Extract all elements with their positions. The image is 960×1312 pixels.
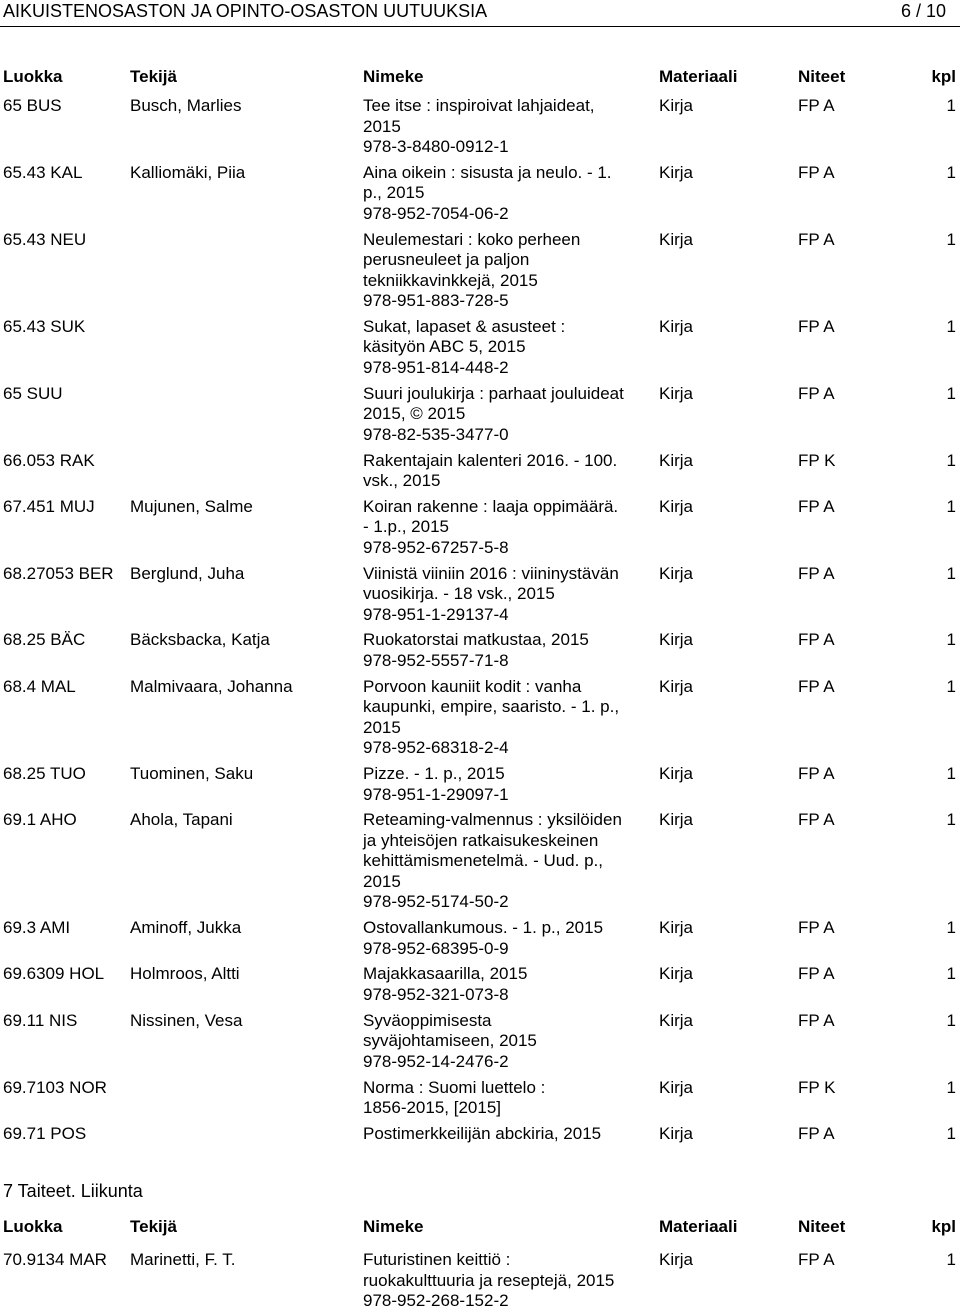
row-class: 65.43 NEU bbox=[3, 229, 87, 249]
row-class: 69.6309 HOL bbox=[3, 964, 105, 984]
row-title-line: Aina oikein : sisusta ja neulo. - 1. bbox=[363, 162, 612, 182]
row-count: 1 bbox=[946, 383, 956, 403]
row-count: 1 bbox=[946, 630, 956, 650]
row-title-line: syväjohtamiseen, 2015 bbox=[363, 1031, 537, 1051]
page-number: 6 / 10 bbox=[900, 1, 946, 21]
row-title-line: 978-82-535-3477-0 bbox=[363, 424, 509, 444]
row-title-line: 978-952-7054-06-2 bbox=[363, 203, 509, 223]
row-title bbox=[363, 564, 648, 626]
row-note: FP A bbox=[798, 1250, 835, 1269]
row-author: Nissinen, Vesa bbox=[130, 1010, 243, 1030]
row-title-line: Syväoppimisesta bbox=[363, 1010, 492, 1030]
row-title-line: 978-952-268-152-2 bbox=[363, 1291, 509, 1310]
row-note: FP A bbox=[798, 563, 835, 583]
section-title: 7 Taiteet. Liikunta bbox=[3, 1181, 143, 1201]
row-title bbox=[363, 810, 648, 913]
row-title bbox=[363, 1124, 648, 1145]
row-note: FP K bbox=[798, 450, 836, 470]
row-note: FP A bbox=[798, 229, 835, 249]
row-title-line: 978-952-5557-71-8 bbox=[363, 650, 509, 670]
row-title bbox=[363, 964, 648, 1005]
row-title-line: 2015 bbox=[363, 717, 401, 737]
row-title-line: 978-3-8480-0912-1 bbox=[363, 137, 509, 156]
row-title-line: ruokakulttuuria ja reseptejä, 2015 bbox=[363, 1270, 615, 1290]
row-note: FP A bbox=[798, 964, 835, 984]
row-author: Ahola, Tapani bbox=[130, 810, 233, 830]
row-title-line: 2015 bbox=[363, 871, 401, 891]
row-title-line: tekniikkavinkkejä, 2015 bbox=[363, 270, 538, 290]
row-count: 1 bbox=[946, 496, 956, 516]
row-author: Mujunen, Salme bbox=[130, 496, 253, 516]
col-header-author: Tekijä bbox=[130, 67, 177, 86]
row-title-line: 978-952-67257-5-8 bbox=[363, 537, 509, 557]
row-author: Marinetti, F. T. bbox=[130, 1250, 236, 1269]
row-title-line: 978-951-883-728-5 bbox=[363, 291, 509, 311]
row-title-line: Ruokatorstai matkustaa, 2015 bbox=[363, 630, 589, 650]
page-header bbox=[0, 0, 960, 27]
row-author: Bäcksbacka, Katja bbox=[130, 630, 270, 650]
row-title-line: 978-952-14-2476-2 bbox=[363, 1051, 509, 1071]
row-title-line: Reteaming-valmennus : yksilöiden bbox=[363, 810, 622, 830]
col-header-title: Nimeke bbox=[363, 1217, 424, 1236]
row-title bbox=[363, 497, 648, 559]
row-title-line: Pizze. - 1. p., 2015 bbox=[363, 764, 505, 783]
row-class: 68.25 TUO bbox=[3, 764, 86, 783]
row-title bbox=[363, 317, 648, 379]
row-author: Holmroos, Altti bbox=[130, 964, 240, 984]
row-material: Kirja bbox=[659, 964, 694, 984]
row-title-line: Sukat, lapaset & asusteet : bbox=[363, 316, 566, 336]
row-class: 66.053 RAK bbox=[3, 450, 95, 470]
row-material: Kirja bbox=[659, 1123, 694, 1143]
row-title-line: Ostovallankumous. - 1. p., 2015 bbox=[363, 918, 604, 938]
col-header-class: Luokka bbox=[3, 67, 63, 86]
row-class: 69.71 POS bbox=[3, 1123, 87, 1143]
col-header-count: kpl bbox=[931, 67, 956, 86]
row-material: Kirja bbox=[659, 229, 694, 249]
col-header-material: Materiaali bbox=[659, 67, 738, 86]
row-class: 68.25 BÄC bbox=[3, 630, 86, 650]
row-note: FP A bbox=[798, 764, 835, 783]
row-note: FP A bbox=[798, 316, 835, 336]
row-count: 1 bbox=[946, 450, 956, 470]
row-count: 1 bbox=[946, 96, 956, 115]
row-note: FP A bbox=[798, 496, 835, 516]
row-material: Kirja bbox=[659, 1077, 694, 1097]
row-title bbox=[363, 764, 648, 805]
row-material: Kirja bbox=[659, 563, 694, 583]
row-title-line: vsk., 2015 bbox=[363, 471, 441, 490]
row-author: Tuominen, Saku bbox=[130, 764, 254, 783]
row-title-line: p., 2015 bbox=[363, 183, 425, 203]
row-title-line: kaupunki, empire, saaristo. - 1. p., bbox=[363, 697, 620, 717]
row-title-line: Suuri joulukirja : parhaat jouluideat bbox=[363, 383, 624, 403]
col-header-class: Luokka bbox=[3, 1217, 63, 1236]
row-note: FP A bbox=[798, 810, 835, 830]
row-title-line: Koiran rakenne : laaja oppimäärä. bbox=[363, 496, 619, 516]
row-author: Kalliomäki, Piia bbox=[130, 162, 246, 182]
row-title-line: 978-951-1-29137-4 bbox=[363, 604, 509, 624]
row-title bbox=[363, 1011, 648, 1073]
row-title-line: ja yhteisöjen ratkaisukeskeinen bbox=[363, 830, 599, 850]
row-class: 65.43 KAL bbox=[3, 162, 83, 182]
column-header-row bbox=[0, 67, 960, 89]
row-author: Berglund, Juha bbox=[130, 563, 245, 583]
row-count: 1 bbox=[946, 810, 956, 830]
row-note: FP A bbox=[798, 96, 835, 115]
row-title-line: perusneuleet ja paljon bbox=[363, 250, 530, 270]
row-title-line: 2015 bbox=[363, 116, 401, 136]
row-count: 1 bbox=[946, 1250, 956, 1269]
row-class: 69.7103 NOR bbox=[3, 1077, 107, 1097]
row-title-line: Rakentajain kalenteri 2016. - 100. bbox=[363, 450, 618, 470]
row-title-line: käsityön ABC 5, 2015 bbox=[363, 337, 526, 357]
row-title bbox=[363, 1078, 648, 1119]
row-author: Busch, Marlies bbox=[130, 96, 242, 115]
row-title bbox=[363, 230, 648, 312]
row-class: 69.1 AHO bbox=[3, 810, 77, 830]
row-title-line: vuosikirja. - 18 vsk., 2015 bbox=[363, 584, 555, 604]
col-header-material: Materiaali bbox=[659, 1217, 738, 1236]
row-count: 1 bbox=[946, 676, 956, 696]
col-header-title: Nimeke bbox=[363, 67, 424, 86]
row-class: 65 BUS bbox=[3, 96, 62, 115]
row-title-line: Viinistä viiniin 2016 : viininystävän bbox=[363, 563, 619, 583]
row-author: Malmivaara, Johanna bbox=[130, 676, 293, 696]
row-title bbox=[363, 918, 648, 959]
row-note: FP A bbox=[798, 1123, 835, 1143]
row-count: 1 bbox=[946, 764, 956, 783]
row-title-line: Porvoon kauniit kodit : vanha bbox=[363, 676, 582, 696]
column-header-row-2 bbox=[0, 1217, 960, 1239]
row-count: 1 bbox=[946, 964, 956, 984]
row-material: Kirja bbox=[659, 316, 694, 336]
row-material: Kirja bbox=[659, 383, 694, 403]
row-class: 69.3 AMI bbox=[3, 918, 71, 938]
row-material: Kirja bbox=[659, 1010, 694, 1030]
row-title-line: Postimerkkeilijän abckiria, 2015 bbox=[363, 1123, 602, 1143]
row-class: 70.9134 MAR bbox=[3, 1250, 107, 1269]
col-header-count: kpl bbox=[931, 1217, 956, 1236]
row-title-line: Neulemestari : koko perheen bbox=[363, 229, 581, 249]
row-count: 1 bbox=[946, 1010, 956, 1030]
row-count: 1 bbox=[946, 918, 956, 938]
row-material: Kirja bbox=[659, 918, 694, 938]
row-count: 1 bbox=[946, 1123, 956, 1143]
row-title-line: 978-952-68318-2-4 bbox=[363, 738, 509, 758]
row-title-line: Majakkasaarilla, 2015 bbox=[363, 964, 528, 984]
row-material: Kirja bbox=[659, 630, 694, 650]
row-note: FP A bbox=[798, 676, 835, 696]
row-title bbox=[363, 96, 648, 158]
row-title-line: Futuristinen keittiö : bbox=[363, 1250, 511, 1269]
row-author: Aminoff, Jukka bbox=[130, 918, 242, 938]
row-count: 1 bbox=[946, 162, 956, 182]
row-material: Kirja bbox=[659, 96, 694, 115]
row-title bbox=[363, 384, 648, 446]
page-title: AIKUISTENOSASTON JA OPINTO-OSASTON UUTUUKSIA bbox=[3, 1, 488, 21]
row-title bbox=[363, 1250, 648, 1312]
row-title-line: 978-952-68395-0-9 bbox=[363, 938, 509, 958]
row-material: Kirja bbox=[659, 496, 694, 516]
row-title-line: 978-952-321-073-8 bbox=[363, 984, 509, 1004]
row-note: FP A bbox=[798, 1010, 835, 1030]
row-title-line: 978-951-1-29097-1 bbox=[363, 784, 509, 804]
row-title-line: 978-951-814-448-2 bbox=[363, 357, 509, 377]
row-material: Kirja bbox=[659, 764, 694, 783]
row-material: Kirja bbox=[659, 676, 694, 696]
row-title bbox=[363, 163, 648, 225]
row-material: Kirja bbox=[659, 810, 694, 830]
row-note: FP A bbox=[798, 918, 835, 938]
row-class: 65.43 SUK bbox=[3, 316, 86, 336]
row-note: FP K bbox=[798, 1077, 836, 1097]
col-header-note: Niteet bbox=[798, 67, 846, 86]
row-class: 69.11 NIS bbox=[3, 1010, 78, 1030]
row-title bbox=[363, 677, 648, 759]
row-title bbox=[363, 451, 648, 492]
row-count: 1 bbox=[946, 316, 956, 336]
row-material: Kirja bbox=[659, 162, 694, 182]
row-class: 68.27053 BER bbox=[3, 563, 114, 583]
row-title bbox=[363, 630, 648, 671]
row-title-line: 2015, © 2015 bbox=[363, 404, 466, 424]
row-class: 68.4 MAL bbox=[3, 676, 76, 696]
row-material: Kirja bbox=[659, 450, 694, 470]
row-count: 1 bbox=[946, 1077, 956, 1097]
row-class: 65 SUU bbox=[3, 383, 63, 403]
row-title-line: 1856-2015, [2015] bbox=[363, 1098, 502, 1117]
row-title-line: Tee itse : inspiroivat lahjaideat, bbox=[363, 96, 595, 115]
row-title-line: - 1.p., 2015 bbox=[363, 517, 450, 537]
col-header-author: Tekijä bbox=[130, 1217, 177, 1236]
col-header-note: Niteet bbox=[798, 1217, 846, 1236]
row-note: FP A bbox=[798, 383, 835, 403]
row-title-line: kehittämismenetelmä. - Uud. p., bbox=[363, 851, 603, 871]
row-title-line: Norma : Suomi luettelo : bbox=[363, 1077, 546, 1097]
row-material: Kirja bbox=[659, 1250, 694, 1269]
row-title-line: 978-952-5174-50-2 bbox=[363, 892, 509, 912]
row-count: 1 bbox=[946, 229, 956, 249]
row-note: FP A bbox=[798, 162, 835, 182]
row-count: 1 bbox=[946, 563, 956, 583]
row-note: FP A bbox=[798, 630, 835, 650]
row-class: 67.451 MUJ bbox=[3, 496, 95, 516]
